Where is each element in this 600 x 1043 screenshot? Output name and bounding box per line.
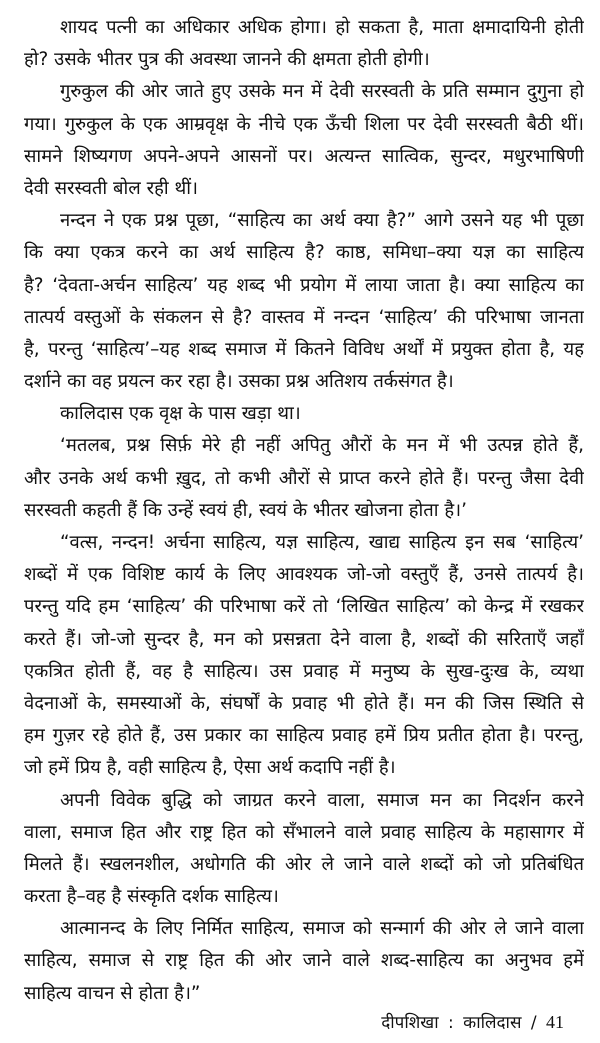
- text-line: वाला, समाज हित और राष्ट्र हित को सँभालने वाले प्रवाह साहित्य के महासागर में: [24, 821, 584, 843]
- text-line: जो हमें प्रिय है, वही साहित्य है, ऐसा अर्थ कदापि नहीं है।: [24, 757, 396, 779]
- text-line: साहित्य, समाज से राष्ट्र हित की ओर जाने वाले शब्द-साहित्य का अनुभव हमें: [24, 950, 584, 972]
- body-text: [24, 12, 584, 1010]
- text-line: हो? उसके भीतर पुत्र की अवस्था जानने की क्षमता होती होगी।: [24, 49, 430, 71]
- footer-book-title: दीपशिखा: [381, 1013, 439, 1033]
- text-line: सरस्वती कहती हैं कि उन्हें स्वयं ही, स्वयं के भीतर खोजना होता है।’: [24, 499, 467, 521]
- text-line: शब्दों में एक विशिष्ट कार्य के लिए आवश्यक जो-जो वस्तुएँ हैं, उनसे तात्पर्य है।: [24, 564, 584, 586]
- page-number: 41: [546, 1012, 564, 1032]
- text-line: है, परन्तु ‘साहित्य’–यह शब्द समाज में कितने विविध अर्थों में प्रयुक्त होता है, यह: [24, 338, 584, 360]
- text-line: “वत्स, नन्दन! अर्चना साहित्य, यज्ञ साहित्य, खाद्य साहित्य इन सब ‘साहित्य’: [60, 532, 584, 553]
- text-line: कालिदास एक वृक्ष के पास खड़ा था।: [60, 403, 301, 425]
- text-line: देवी सरस्वती बोल रही थीं।: [24, 177, 198, 199]
- text-line: कि क्या एकत्र करने का अर्थ साहित्य है? काष्ठ, समिधा–क्या यज्ञ का साहित्य: [24, 242, 584, 264]
- text-line: दर्शाने का वह प्रयत्न कर रहा है। उसका प्रश्न अतिशय तर्कसंगत है।: [24, 371, 454, 393]
- text-line: नन्दन ने एक प्रश्न पूछा, “साहित्य का अर्थ क्या है?” आगे उसने यह भी पूछा: [60, 210, 584, 232]
- text-line: और उनके अर्थ कभी ख़ुद, तो कभी औरों से प्राप्त करने होते हैं। परन्तु जैसा देवी: [24, 467, 584, 489]
- text-line: वेदनाओं के, समस्याओं के, संघर्षों के प्रवाह भी होते हैं। मन की जिस स्थिति से: [24, 692, 584, 714]
- text-line: साहित्य वाचन से होता है।”: [24, 982, 201, 1004]
- text-line: गुरुकुल की ओर जाते हुए उसके मन में देवी सरस्वती के प्रति सम्मान दुगुना हो: [60, 81, 584, 103]
- text-line: गया। गुरुकुल के एक आम्रवृक्ष के नीचे एक ऊँची शिला पर देवी सरस्वती बैठी थीं।: [24, 113, 584, 135]
- text-line: ‘मतलब, प्रश्न सिर्फ़ मेरे ही नहीं अपितु औरों के मन में भी उत्पन्न होते हैं,: [60, 435, 584, 457]
- footer-slash: /: [530, 1013, 537, 1033]
- page-footer: [381, 1012, 564, 1033]
- footer-author: कालिदास: [463, 1013, 522, 1033]
- text-line: हम गुज़र रहे होते हैं, उस प्रकार का साहित्य प्रवाह हमें प्रिय प्रतीत होता है। परन्तु,: [24, 725, 584, 747]
- text-line: परन्तु यदि हम ‘साहित्य’ की परिभाषा करें तो ‘लिखित साहित्य’ को केन्द्र में रखकर: [24, 596, 584, 618]
- text-line: है? ‘देवता-अर्चन साहित्य’ यह शब्द भी प्रयोग में लाया जाता है। क्या साहित्य का: [24, 274, 584, 296]
- text-line: तात्पर्य वस्तुओं के संकलन से है? वास्तव में नन्दन ‘साहित्य’ की परिभाषा जानता: [24, 306, 584, 328]
- text-line: सामने शिष्यगण अपने-अपने आसनों पर। अत्यन्त सात्विक, सुन्दर, मधुरभाषिणी: [24, 145, 584, 167]
- text-line: करते हैं। जो-जो सुन्दर है, मन को प्रसन्नता देने वाला है, शब्दों की सरिताएँ जहाँ: [24, 628, 584, 650]
- text-line: शायद पत्नी का अधिकार अधिक होगा। हो सकता है, माता क्षमादायिनी होती: [60, 17, 584, 38]
- text-line: अपनी विवेक बुद्धि को जाग्रत करने वाला, समाज मन का निदर्शन करने: [60, 789, 584, 811]
- footer-separator: :: [448, 1013, 454, 1033]
- text-line: एकत्रित होती हैं, वह है साहित्य। उस प्रवाह में मनुष्य के सुख-दुःख के, व्यथा: [24, 660, 584, 682]
- text-line: मिलते हैं। स्खलनशील, अधोगति की ओर ले जाने वाले शब्दों को जो प्रतिबंधित: [24, 853, 584, 875]
- text-line: आत्मानन्द के लिए निर्मित साहित्य, समाज को सन्मार्ग की ओर ले जाने वाला: [60, 918, 584, 940]
- text-line: करता है–वह है संस्कृति दर्शक साहित्य।: [24, 886, 279, 908]
